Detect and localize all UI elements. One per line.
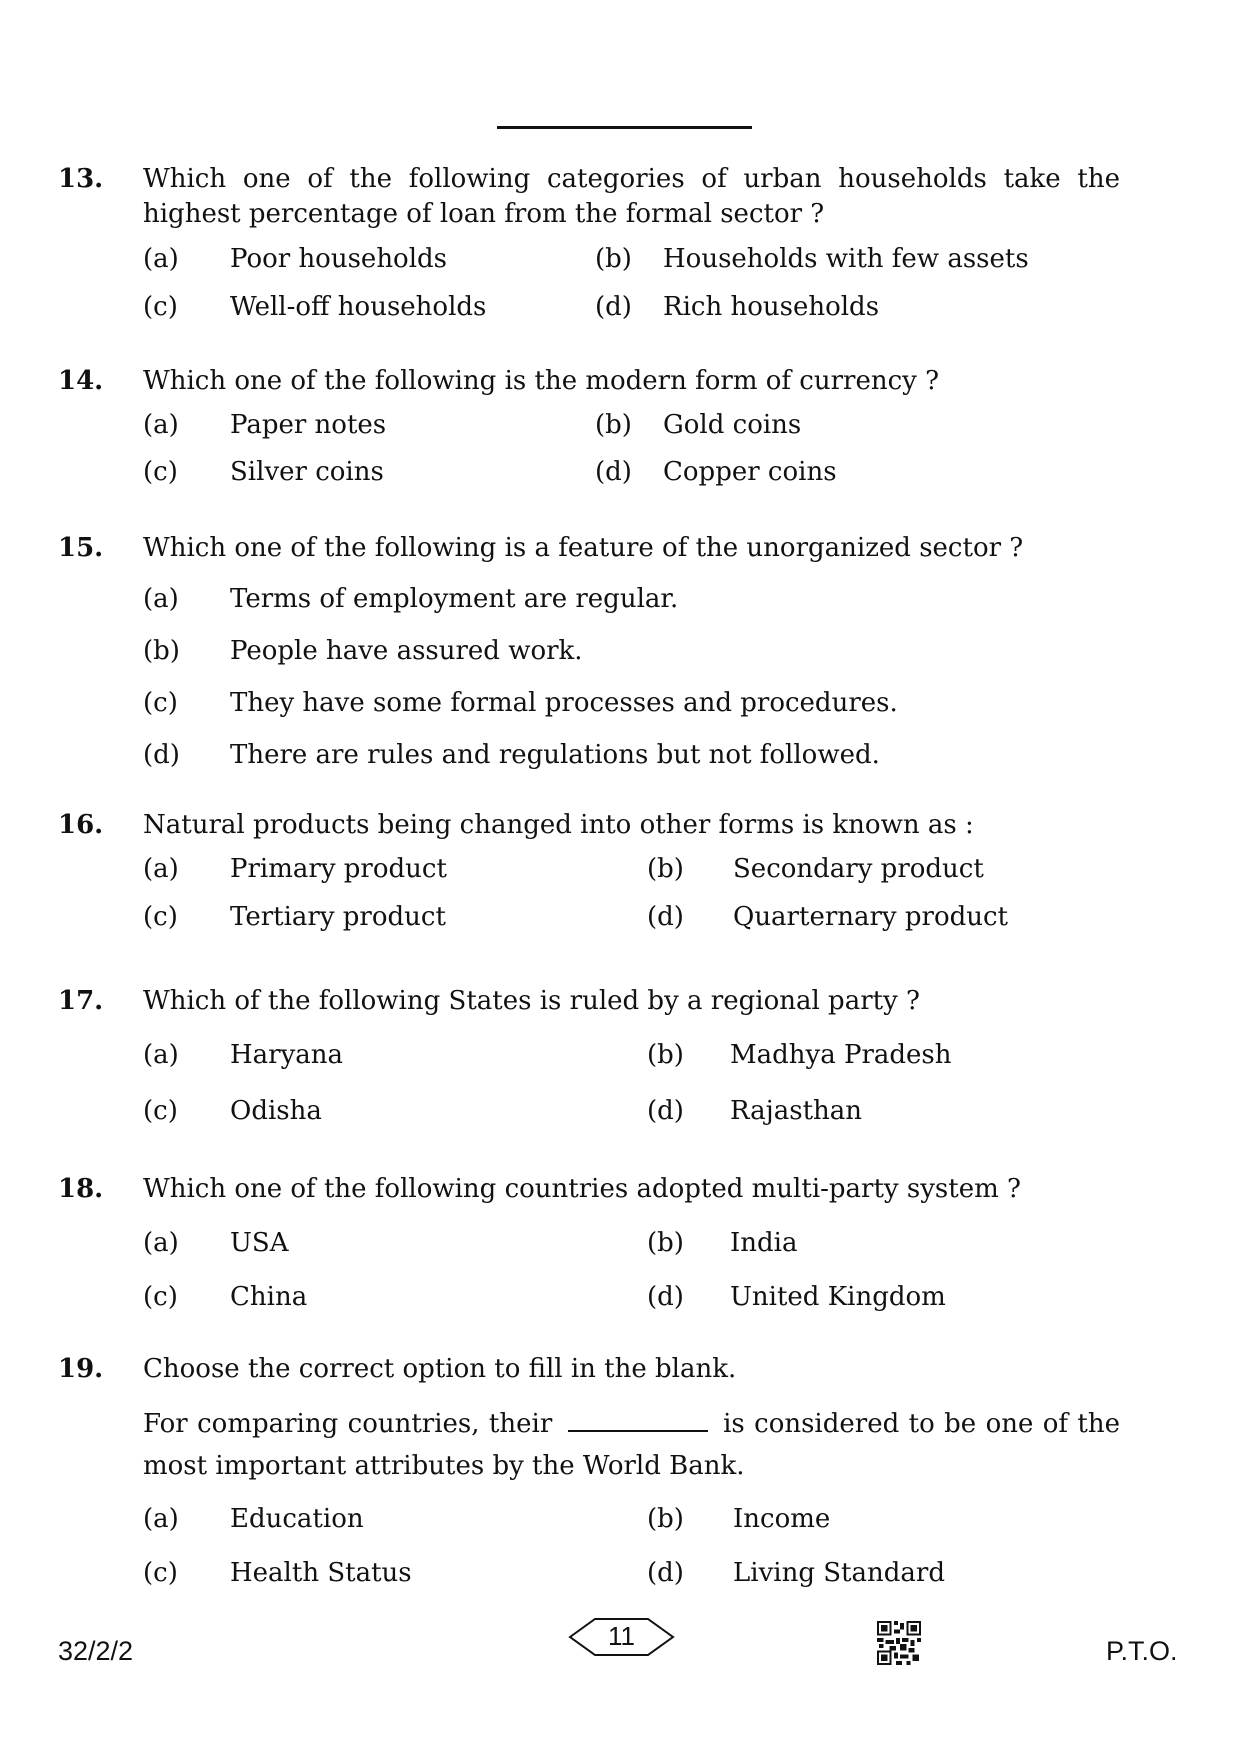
option-text: Madhya Pradesh	[730, 1040, 952, 1070]
option-text: Living Standard	[733, 1558, 945, 1588]
option-label: (c)	[143, 292, 178, 322]
option-text: Income	[733, 1504, 831, 1534]
option-text: China	[230, 1282, 308, 1312]
option-text: Quarternary product	[733, 902, 1009, 932]
option-label: (c)	[143, 688, 178, 718]
option-text: Households with few assets	[663, 244, 1029, 274]
option-label: (d)	[647, 1096, 684, 1126]
option-label: (d)	[647, 902, 684, 932]
option-text: Paper notes	[230, 410, 387, 440]
option-label: (a)	[143, 244, 179, 274]
option-label: (c)	[143, 1282, 178, 1312]
option-label: (a)	[143, 1228, 179, 1258]
option-text: They have some formal processes and procedures.	[230, 688, 898, 718]
option-label: (c)	[143, 1096, 178, 1126]
option-label: (b)	[647, 1504, 684, 1534]
option-label: (d)	[595, 292, 632, 322]
question-number: 16.	[58, 810, 104, 840]
option-text: India	[730, 1228, 798, 1258]
option-text: Rajasthan	[730, 1096, 863, 1126]
option-label: (b)	[595, 410, 632, 440]
option-label: (a)	[143, 410, 179, 440]
question-text-line: highest percentage of loan from the formal sector ?	[143, 199, 825, 229]
option-text: Copper coins	[663, 457, 837, 487]
option-text: USA	[230, 1228, 289, 1258]
option-text: Health Status	[230, 1558, 412, 1588]
option-label: (a)	[143, 854, 179, 884]
question-number: 17.	[58, 986, 104, 1016]
question-number: 14.	[58, 366, 104, 396]
option-text: Odisha	[230, 1096, 322, 1126]
question-number: 15.	[58, 533, 104, 563]
question-number: 18.	[58, 1174, 104, 1204]
option-text: People have assured work.	[230, 636, 583, 666]
option-label: (b)	[143, 636, 180, 666]
option-label: (b)	[647, 1040, 684, 1070]
question-number: 13.	[58, 164, 104, 194]
option-text: Tertiary product	[230, 902, 446, 932]
option-label: (c)	[143, 1558, 178, 1588]
question-number: 19.	[58, 1354, 104, 1384]
pto-label: P.T.O.	[1106, 1636, 1178, 1666]
fill-blank-sentence	[143, 1408, 1120, 1439]
qr-code-icon	[877, 1621, 921, 1665]
option-label: (c)	[143, 457, 178, 487]
paper-code: 32/2/2	[58, 1636, 134, 1666]
answer-blank	[568, 1408, 708, 1432]
option-label: (b)	[647, 1228, 684, 1258]
sentence-after-blank: is considered to be one of the	[723, 1409, 1121, 1439]
option-text: Haryana	[230, 1040, 344, 1070]
option-label: (b)	[595, 244, 632, 274]
option-text: Gold coins	[663, 410, 802, 440]
option-label: (d)	[647, 1282, 684, 1312]
question-text-line: Choose the correct option to fill in the blank.	[143, 1354, 737, 1384]
option-label: (d)	[647, 1558, 684, 1588]
option-text: Silver coins	[230, 457, 384, 487]
option-label: (a)	[143, 1040, 179, 1070]
question-text-line: Natural products being changed into other forms is known as :	[143, 810, 974, 840]
question-text-line: Which one of the following is a feature of the unorganized sector ?	[143, 533, 1024, 563]
question-text-line: Which one of the following is the modern form of currency ?	[143, 366, 940, 396]
option-text: Terms of employment are regular.	[230, 584, 679, 614]
question-text-line: Which of the following States is ruled by a regional party ?	[143, 986, 920, 1016]
page-number: 11	[608, 1621, 635, 1651]
option-text: Well-off households	[230, 292, 487, 322]
option-label: (d)	[595, 457, 632, 487]
option-label: (c)	[143, 902, 178, 932]
option-text: United Kingdom	[730, 1282, 946, 1312]
question-text-line: Which one of the following categories of urban households take the	[143, 164, 1120, 194]
sentence-before-blank: For comparing countries, their	[143, 1409, 553, 1439]
option-text: There are rules and regulations but not followed.	[230, 740, 880, 770]
option-text: Primary product	[230, 854, 447, 884]
question-text-line: Which one of the following countries adopted multi-party system ?	[143, 1174, 1021, 1204]
option-text: Secondary product	[733, 854, 984, 884]
option-label: (a)	[143, 584, 179, 614]
question-text-line: most important attributes by the World Bank.	[143, 1451, 745, 1481]
option-text: Rich households	[663, 292, 880, 322]
option-label: (d)	[143, 740, 180, 770]
page-number-badge	[568, 1617, 675, 1657]
option-label: (b)	[647, 854, 684, 884]
option-label: (a)	[143, 1504, 179, 1534]
option-text: Poor households	[230, 244, 448, 274]
top-divider	[497, 126, 752, 129]
option-text: Education	[230, 1504, 364, 1534]
